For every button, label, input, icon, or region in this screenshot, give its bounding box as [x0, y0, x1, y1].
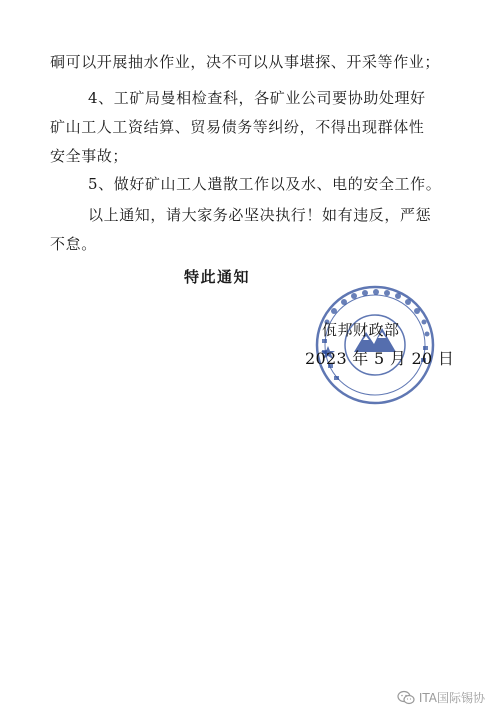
body-line: 不怠。	[50, 235, 97, 253]
body-line: 5、做好矿山工人遣散工作以及水、电的安全工作。	[88, 175, 442, 193]
watermark	[397, 689, 485, 706]
body-line: 安全事故；	[50, 147, 129, 165]
body-line: 以上通知，请大家务必坚决执行！如有违反，严惩	[88, 206, 432, 224]
watermark-text: ITA国际锡协	[418, 691, 485, 705]
body-line: 矿山工人工资结算、贸易债务等纠纷，不得出现群体性	[50, 118, 425, 136]
signature: 佤邦财政部	[322, 321, 400, 339]
notice-heading: 特此通知	[184, 268, 251, 286]
body-line: 硐可以开展抽水作业，决不可以从事堪探、开采等作业；	[50, 53, 441, 71]
issue-date: 2023 年 5 月 20 日	[305, 349, 455, 368]
wechat-icon	[397, 690, 415, 706]
body-line: 4、工矿局曼相检查科，各矿业公司要协助处理好	[88, 89, 426, 107]
official-seal-icon	[314, 284, 436, 406]
